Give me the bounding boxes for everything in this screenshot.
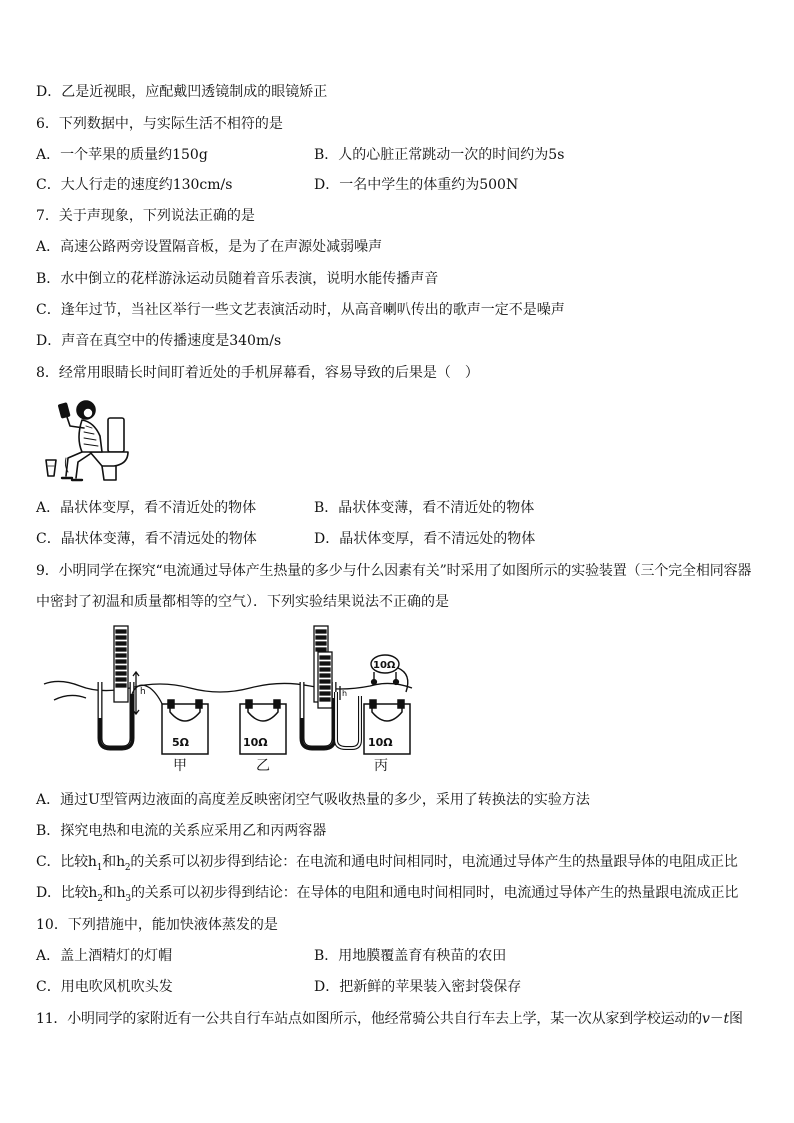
- q8-option-c: C．晶状体变薄，看不清远处的物体: [36, 531, 257, 547]
- q6-option-b: B．人的心脏正常跳动一次的时间约为5s: [314, 147, 565, 163]
- q10-option-a: A．盖上酒精灯的灯帽: [36, 948, 173, 964]
- q9-stem-line2: 中密封了初温和质量都相等的空气）．下列实验结果说法不正确的是: [36, 594, 449, 610]
- joule-heating-apparatus-figure: [40, 622, 420, 780]
- q6-option-c: C．大人行走的速度约130cm/s: [36, 177, 233, 193]
- q8-option-b: B．晶状体变薄，看不清近处的物体: [314, 500, 535, 516]
- figure-label-yi: 乙: [256, 758, 270, 774]
- q10-stem: 10．下列措施中，能加快液体蒸发的是: [36, 917, 278, 933]
- q7-option-b: B．水中倒立的花样游泳运动员随着音乐表演，说明水能传播声音: [36, 271, 439, 287]
- q6-stem: 6．下列数据中，与实际生活不相符的是: [36, 116, 283, 132]
- resistor-outside-value: 10Ω: [373, 660, 396, 671]
- q9-stem-line1: 9．小明同学在探究“电流通过导体产生热量的多少与什么因素有关”时采用了如图所示的实验装置（三个完全相同容器: [36, 563, 752, 579]
- q9-option-d: D．比较$h_2$和$h_3$的关系可以初步得到结论：在导体的电阻和通电时间相同时，电流通过导体产生的热量跟电流成正比: [36, 885, 739, 904]
- figure-label-jia: 甲: [173, 758, 187, 774]
- q9-option-a: A．通过U型管两边液面的高度差反映密闭空气吸收热量的多少，采用了转换法的实验方法: [36, 792, 590, 808]
- q7-option-a: A．高速公路两旁设置隔音板，是为了在声源处减弱噪声: [36, 239, 383, 255]
- q10-option-b: B．用地膜覆盖育有秧苗的农田: [314, 948, 507, 964]
- q7-stem: 7．关于声现象，下列说法正确的是: [36, 208, 255, 224]
- figure-label-bing: 丙: [374, 758, 388, 774]
- q5-option-d: D．乙是近视眼，应配戴凹透镜制成的眼镜矫正: [36, 84, 328, 100]
- q10-option-d: D．把新鲜的苹果装入密封袋保存: [314, 979, 522, 995]
- q9-option-c: C．比较$h_1$和$h_2$的关系可以初步得到结论：在电流和通电时间相同时，电流通过导体产生的热量跟导体的电阻成正比: [36, 854, 738, 873]
- q8-option-a: A．晶状体变厚，看不清近处的物体: [36, 500, 257, 516]
- phone-user-illustration: [42, 392, 138, 488]
- q9-option-b: B．探究电热和电流的关系应采用乙和丙两容器: [36, 823, 327, 839]
- q6-option-a: A．一个苹果的质量约150g: [36, 147, 208, 163]
- h1-label: h: [140, 687, 146, 697]
- q10-option-c: C．用电吹风机吹头发: [36, 979, 173, 995]
- resistor-yi-value: 10Ω: [243, 736, 268, 749]
- q11-stem: 11．小明同学的家附近有一公共自行车站点如图所示，他经常骑公共自行车去上学，某一次从家到学校运动的v－t图: [36, 1011, 743, 1027]
- h3-label: h: [342, 689, 348, 698]
- q7-option-d: D．声音在真空中的传播速度是340m/s: [36, 333, 282, 349]
- resistor-bing-value: 10Ω: [368, 736, 393, 749]
- resistor-jia-value: 5Ω: [172, 736, 190, 749]
- q6-option-d: D．一名中学生的体重约为500N: [314, 177, 519, 193]
- q8-option-d: D．晶状体变厚，看不清远处的物体: [314, 531, 536, 547]
- q7-option-c: C．逢年过节，当社区举行一些文艺表演活动时，从高音喇叭传出的歌声一定不是噪声: [36, 302, 565, 318]
- q8-stem: 8．经常用眼睛长时间盯着近处的手机屏幕看，容易导致的后果是（ ）: [36, 365, 479, 381]
